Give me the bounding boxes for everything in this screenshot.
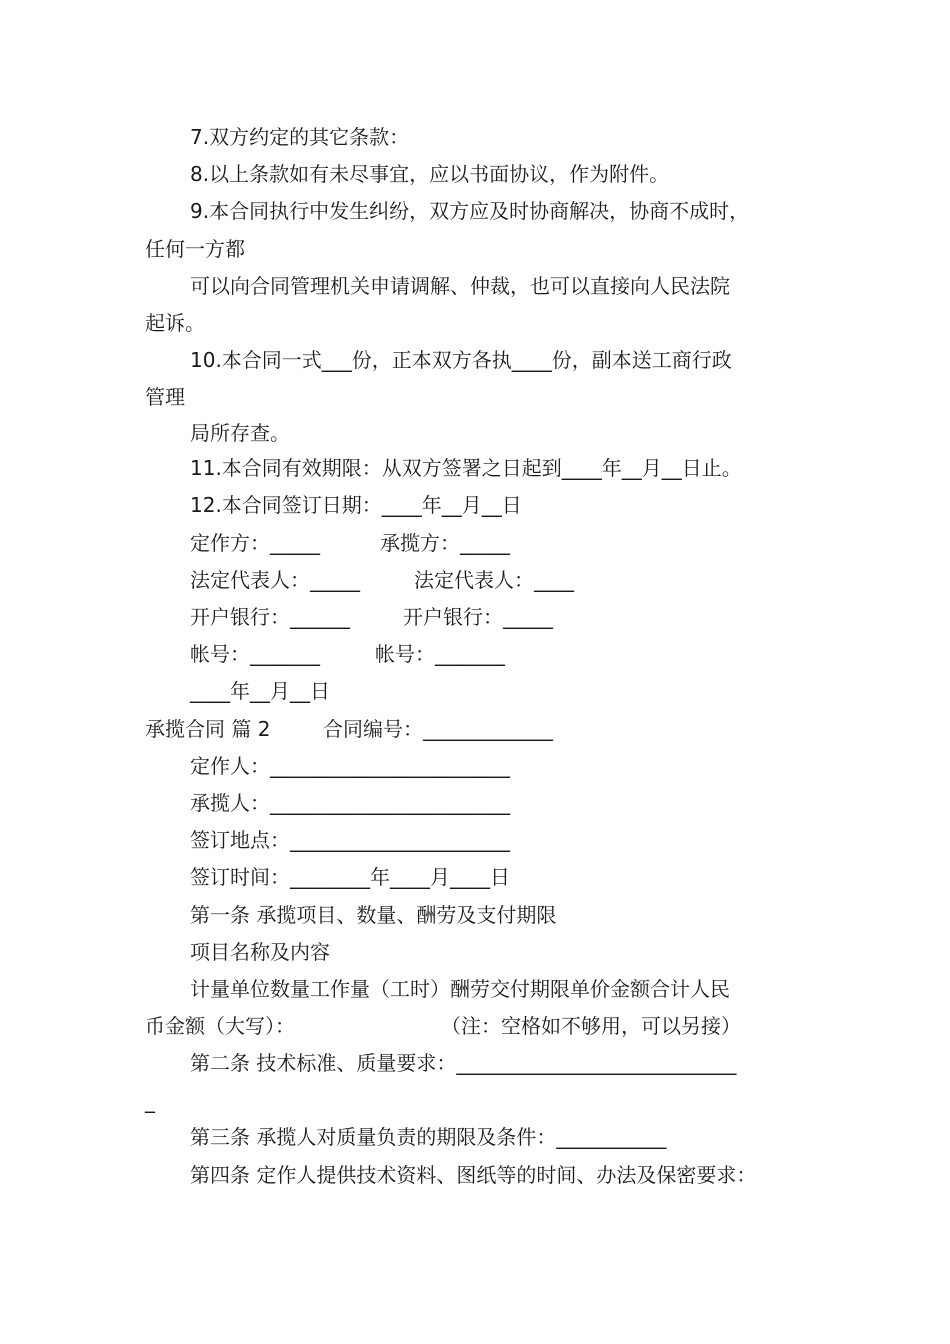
clause-10: 10.本合同一式___份，正本双方各执____份，副本送工商行政	[190, 348, 732, 372]
note: （注：空格如不够用，可以另接）	[441, 1014, 741, 1038]
article-3: 第三条 承揽人对质量负责的期限及条件：___________	[190, 1125, 667, 1149]
section-title: 承揽合同 篇 2	[145, 717, 271, 741]
amount-capital: 币金额（大写）：	[145, 1014, 295, 1038]
signing-date: ____年__月__日	[190, 679, 330, 703]
contractor-field: 承揽人：________________________	[190, 791, 510, 815]
orderer-bank: 开户银行：______	[190, 605, 350, 629]
article-2: 第二条 技术标准、质量要求：____________________________	[190, 1051, 737, 1075]
orderer-account: 帐号：_______	[190, 642, 320, 666]
article-2-wrap: _	[145, 1089, 155, 1113]
orderer-label: 定作方：_____	[190, 531, 320, 555]
clause-12: 12.本合同签订日期：____年__月__日	[190, 493, 522, 517]
contractor-label: 承揽方：_____	[380, 531, 510, 555]
project-name: 项目名称及内容	[190, 940, 330, 964]
clause-9-cont: 可以向合同管理机关申请调解、仲裁，也可以直接向人民法院	[190, 274, 730, 298]
clause-7: 7.双方约定的其它条款：	[190, 125, 410, 149]
clause-10-wrap: 管理	[145, 385, 185, 409]
contractor-legal-rep: 法定代表人：____	[414, 568, 574, 592]
orderer-field: 定作人：________________________	[190, 754, 510, 778]
contractor-bank: 开户银行：_____	[403, 605, 553, 629]
clause-8: 8.以上条款如有未尽事宜，应以书面协议，作为附件。	[190, 162, 670, 186]
contractor-account: 帐号：_______	[375, 642, 505, 666]
table-headers: 计量单位数量工作量（工时）酬劳交付期限单价金额合计人民	[190, 977, 730, 1001]
clause-10-cont: 局所存查。	[190, 421, 290, 445]
signing-time-field: 签订时间：________年____月____日	[190, 865, 510, 889]
clause-9: 9.本合同执行中发生纠纷，双方应及时协商解决，协商不成时，	[190, 199, 750, 223]
article-4: 第四条 定作人提供技术资料、图纸等的时间、办法及保密要求：	[190, 1163, 757, 1187]
signing-place-field: 签订地点：______________________	[190, 828, 510, 852]
article-1: 第一条 承揽项目、数量、酬劳及支付期限	[190, 903, 557, 927]
contract-number: 合同编号：_____________	[323, 717, 553, 741]
orderer-legal-rep: 法定代表人：_____	[190, 568, 360, 592]
clause-11: 11.本合同有效期限：从双方签署之日起到____年__月__日止。	[190, 456, 742, 480]
clause-9-cont-wrap: 起诉。	[145, 311, 205, 335]
clause-9-wrap: 任何一方都	[145, 237, 245, 261]
